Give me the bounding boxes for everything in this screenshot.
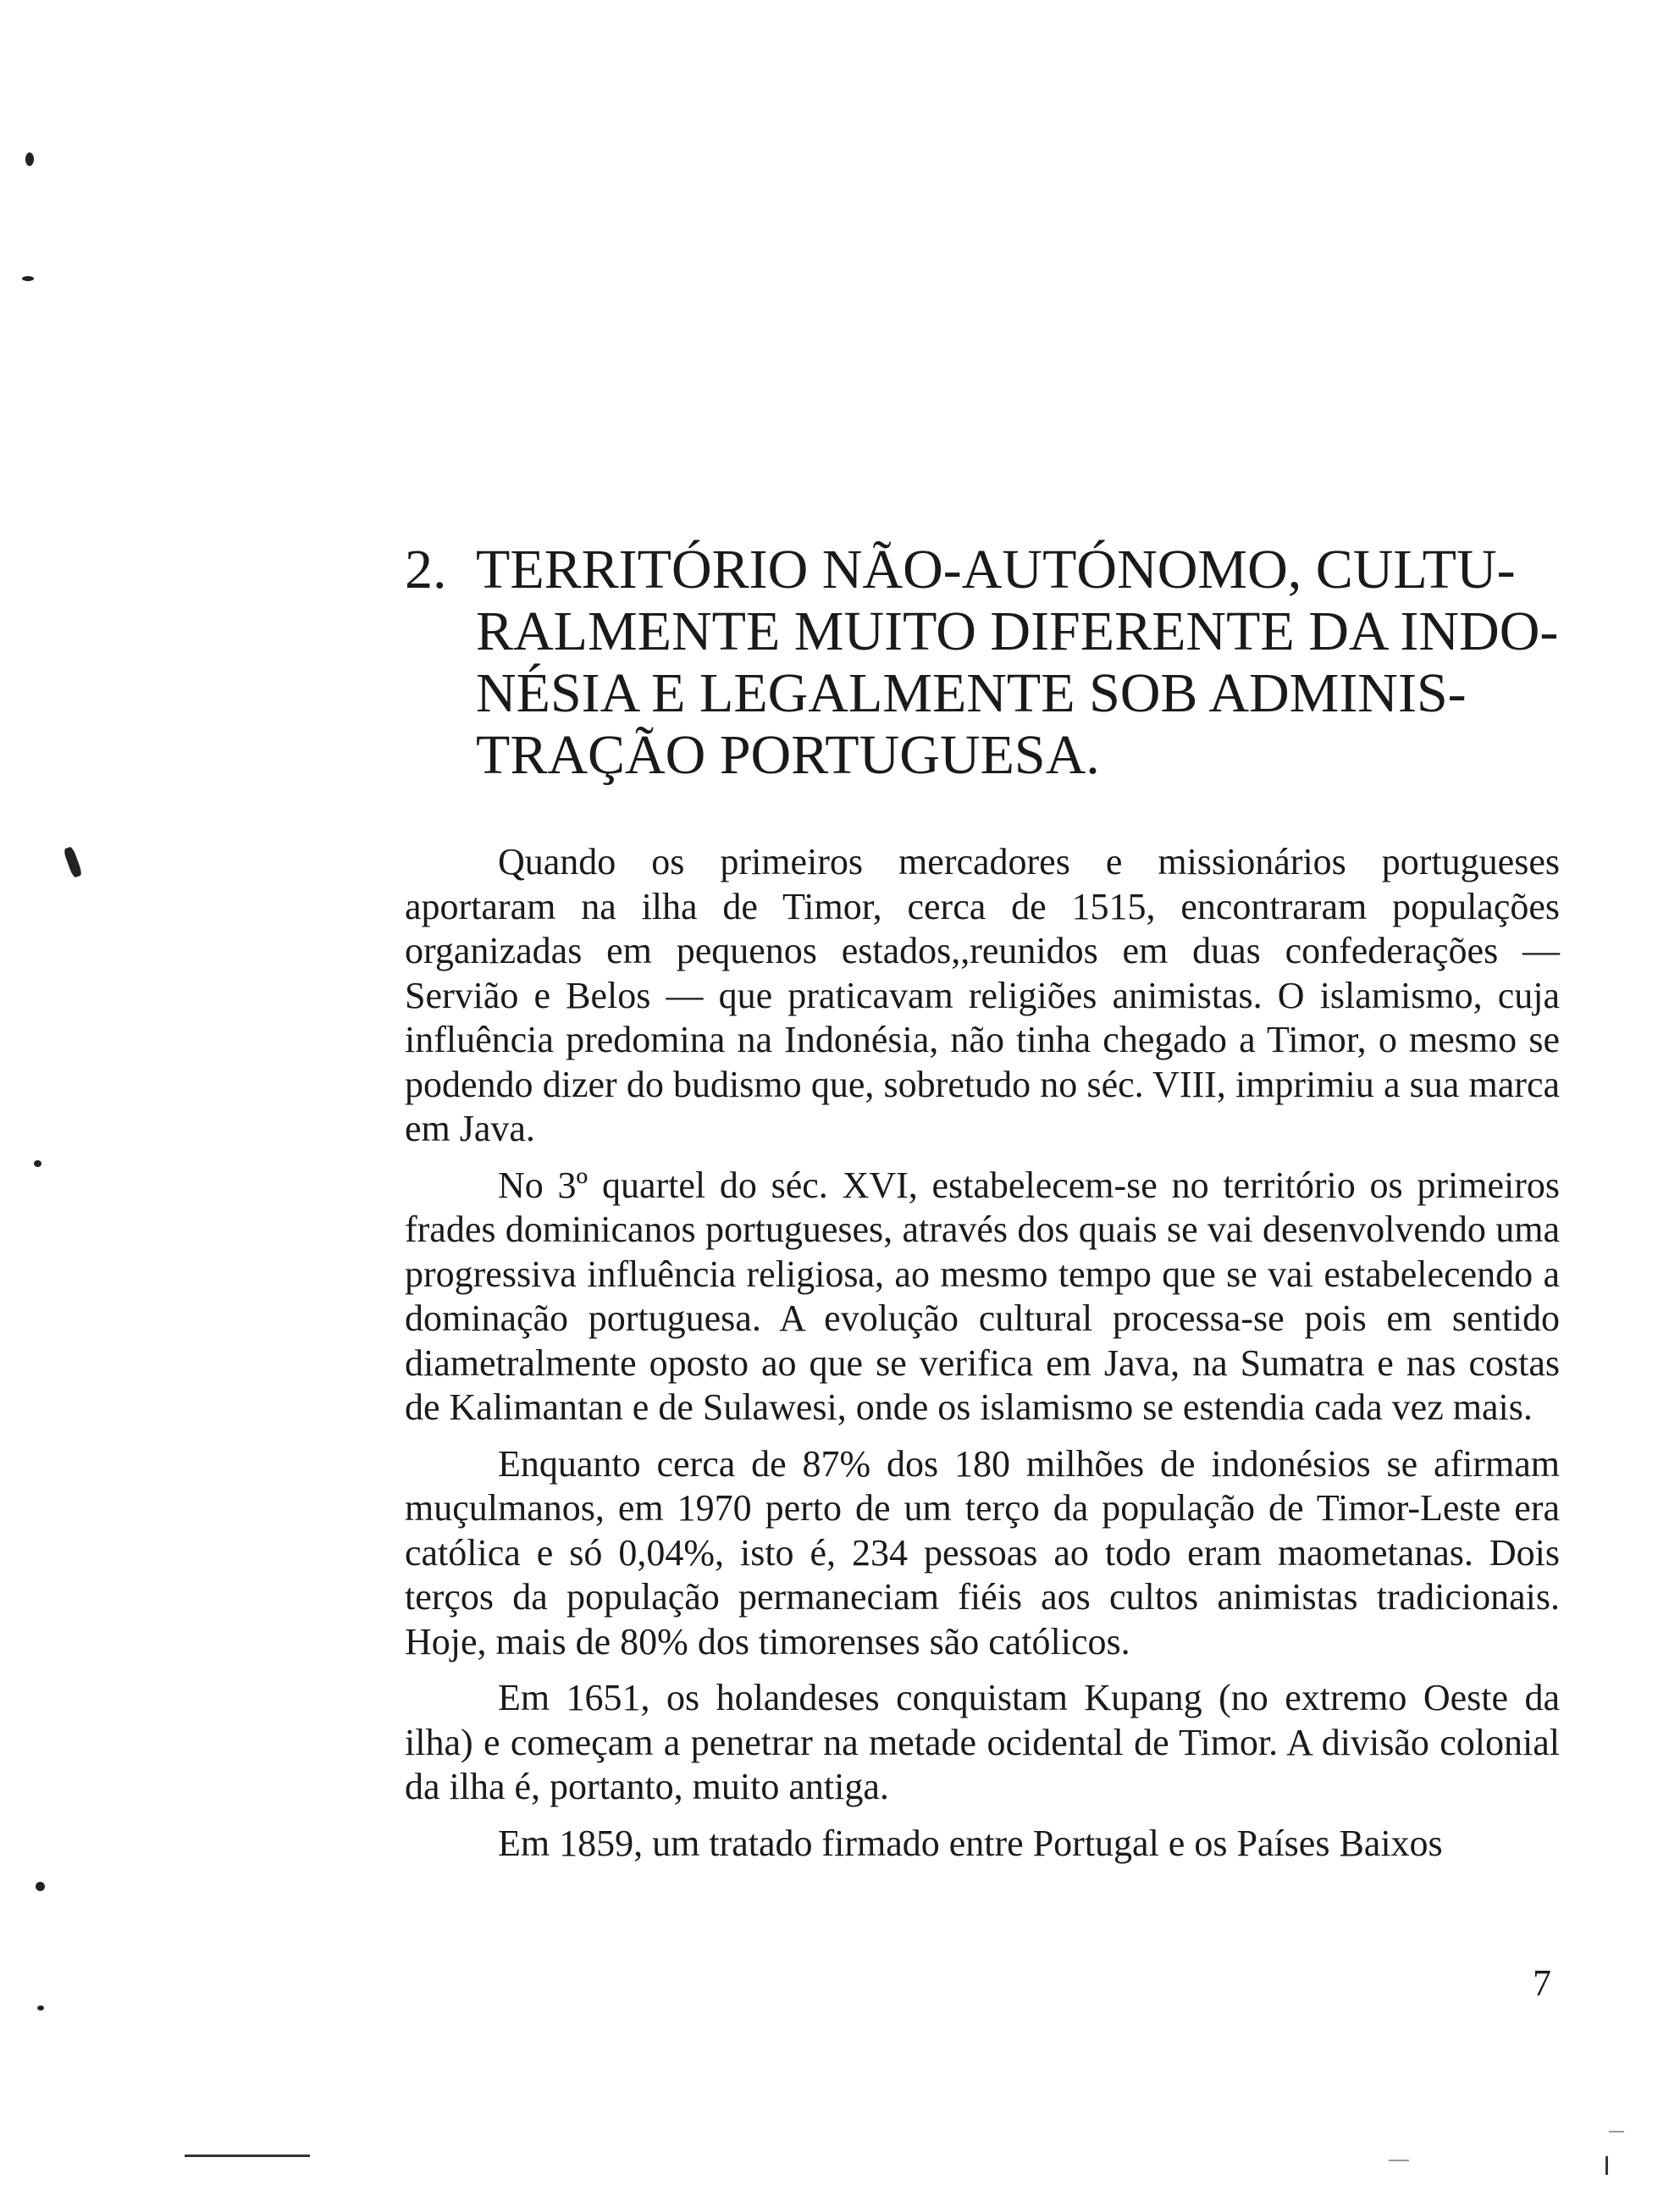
scan-dash (1389, 2160, 1409, 2161)
scan-speck (25, 152, 34, 166)
paragraph: Enquanto cerca de 87% dos 180 milhões de indonésios se afirmam muçulmanos, em 1970 perto de um terço da população de Timor-Leste era católica e só 0,04%, isto é, 234 pessoas ao todo eram maometanas. Dois terços da população permaneciam fiéis aos cultos animistas tradicionais. Hoje, mais de 80% dos timorenses são católicos. (405, 1442, 1560, 1662)
section-title-line: RALMENTE MUITO DIFERENTE DA INDO- (476, 600, 1559, 662)
section-heading (405, 539, 1573, 786)
paragraph: Em 1859, um tratado firmado entre Portugal e os Países Baixos (498, 1822, 1443, 1864)
paragraph: Quando os primeiros mercadores e missionários portugueses aportaram na ilha de Timor, cerca de 1515, encontraram populações organizadas em pequenos estados,,reunidos em duas confederações — Servião e Belos — que praticavam religiões animistas. O islamismo, cuja influência predomina na Indonésia, não tinha chegado a Timor, o mesmo se podendo dizer do budismo que, sobretudo no séc. VIII, imprimiu a sua marca em Java. (405, 841, 1560, 1149)
page-number: 7 (1533, 1962, 1551, 2004)
section-title-line: NÉSIA E LEGALMENTE SOB ADMINIS- (476, 662, 1467, 724)
scan-speck (63, 846, 83, 878)
scan-rule (185, 2155, 310, 2157)
paragraph: No 3º quartel do séc. XVI, estabelecem-se no território os primeiros frades dominicanos portugueses, através dos quais se vai desenvolvendo uma progressiva influência religiosa, ao mesmo tempo que se vai estabelecendo a dominação portuguesa. A evolução cultural processa-se pois em sentido diametralmente oposto ao que se verifica em Java, na Sumatra e nas costas de Kalimantan e de Sulawesi, onde os islamismo se estendia cada vez mais. (405, 1164, 1560, 1428)
scan-speck (36, 1882, 45, 1891)
body-text (405, 840, 1560, 1878)
section-number: 2. (405, 539, 447, 600)
scan-rule (1605, 2156, 1608, 2175)
section-title (476, 539, 1573, 786)
paragraph: Em 1651, os holandeses conquistam Kupang (no extremo Oeste da ilha) e começam a penetrar na metade ocidental de Timor. A divisão colonial da ilha é, portanto, muito antiga. (405, 1677, 1560, 1807)
section-title-line: TERRITÓRIO NÃO-AUTÓNOMO, CULTU- (476, 539, 1516, 600)
scan-speck (37, 2005, 44, 2011)
section-title-line: TRAÇÃO PORTUGUESA. (476, 724, 1100, 786)
scan-speck (22, 276, 34, 281)
scan-dash (1609, 2131, 1624, 2132)
scan-speck (34, 1160, 41, 1167)
